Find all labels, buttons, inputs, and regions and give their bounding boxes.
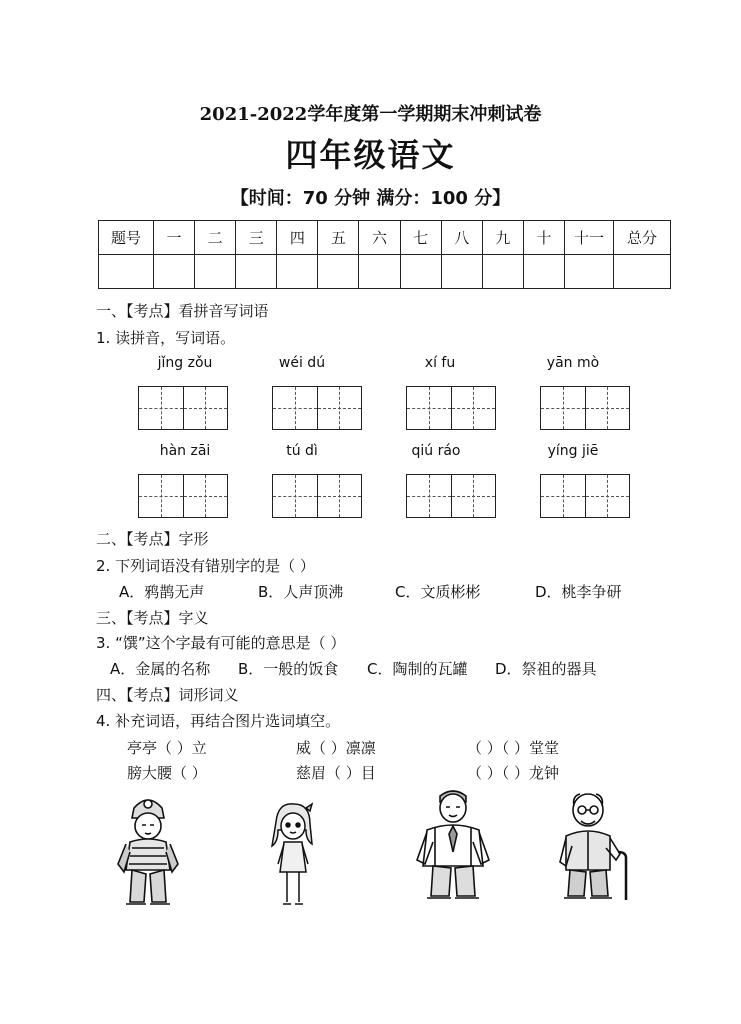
score-header-cell: 一 (154, 221, 195, 255)
score-header-cell: 二 (195, 221, 236, 255)
score-header-cell: 九 (482, 221, 523, 255)
elderly-man-illustration (550, 788, 632, 904)
score-header-cell: 题号 (99, 221, 154, 255)
fill-blank-item[interactable]: 威（ ）凛凛 (296, 739, 376, 757)
time-score-line: 【时间：70 分钟 满分：100 分】 (230, 188, 511, 209)
option-c[interactable]: C．文质彬彬 (395, 583, 481, 601)
score-header-cell: 总分 (614, 221, 671, 255)
score-entry-cell[interactable] (195, 255, 236, 289)
score-entry-cell[interactable] (523, 255, 564, 289)
score-header-cell: 十一 (565, 221, 614, 255)
section4-heading: 四、【考点】词形词义 (96, 686, 239, 704)
score-entry-cell[interactable] (236, 255, 277, 289)
armored-general-illustration (112, 792, 184, 910)
fill-blank-item[interactable]: 慈眉（ ）目 (296, 764, 376, 782)
writing-grid[interactable] (540, 474, 630, 518)
pinyin-label: jǐng zǒu (157, 355, 213, 371)
question1-text: 1. 读拼音，写词语。 (96, 329, 236, 347)
score-table-entry-row (99, 255, 671, 289)
pinyin-label: yíng jiē (547, 443, 599, 459)
score-entry-cell[interactable] (154, 255, 195, 289)
score-header-cell: 五 (318, 221, 359, 255)
score-entry-cell[interactable] (277, 255, 318, 289)
score-table-header-row (99, 221, 671, 255)
option-d[interactable]: D．祭祖的器具 (495, 660, 597, 678)
exam-title: 四年级语文 (285, 136, 456, 174)
writing-grid[interactable] (138, 386, 228, 430)
score-entry-cell[interactable] (482, 255, 523, 289)
fill-blank-item[interactable]: 膀大腰（ ） (127, 764, 207, 782)
exam-subtitle: 2021-2022学年度第一学期期末冲刺试卷 (199, 104, 542, 125)
writing-grid[interactable] (272, 474, 362, 518)
score-table (98, 220, 671, 289)
option-d[interactable]: D．桃李争研 (535, 583, 622, 601)
score-entry-cell[interactable] (441, 255, 482, 289)
pinyin-label: tú dì (286, 443, 318, 459)
score-entry-cell[interactable] (614, 255, 671, 289)
score-header-cell: 三 (236, 221, 277, 255)
score-header-cell: 四 (277, 221, 318, 255)
pinyin-label: yān mò (546, 355, 600, 371)
writing-grid[interactable] (540, 386, 630, 430)
pinyin-label: xí fu (424, 355, 456, 371)
burly-man-illustration (413, 786, 493, 904)
pinyin-label: qiú ráo (411, 443, 461, 459)
question2-text: 2. 下列词语没有错别字的是（ ） (96, 557, 315, 575)
slim-girl-illustration (262, 800, 322, 912)
score-entry-cell[interactable] (565, 255, 614, 289)
score-entry-cell[interactable] (318, 255, 359, 289)
score-header-cell: 七 (400, 221, 441, 255)
option-b[interactable]: B．人声顶沸 (258, 583, 344, 601)
section3-heading: 三、【考点】字义 (96, 609, 209, 627)
score-entry-cell[interactable] (99, 255, 154, 289)
section2-heading: 二、【考点】字形 (96, 530, 209, 548)
section1-heading: 一、【考点】看拼音写词语 (96, 302, 269, 320)
question4-text: 4. 补充词语，再结合图片选词填空。 (96, 712, 341, 730)
pinyin-label: hàn zāi (159, 443, 211, 459)
score-header-cell: 八 (441, 221, 482, 255)
writing-grid[interactable] (406, 386, 496, 430)
writing-grid[interactable] (272, 386, 362, 430)
option-c[interactable]: C．陶制的瓦罐 (367, 660, 468, 678)
pinyin-label: wéi dú (278, 355, 326, 371)
score-header-cell: 十 (523, 221, 564, 255)
score-entry-cell[interactable] (400, 255, 441, 289)
option-b[interactable]: B．一般的饭食 (238, 660, 339, 678)
writing-grid[interactable] (138, 474, 228, 518)
option-a[interactable]: A．金属的名称 (110, 660, 211, 678)
fill-blank-item[interactable]: （ ）（ ）堂堂 (467, 739, 560, 757)
score-header-cell: 六 (359, 221, 400, 255)
score-entry-cell[interactable] (359, 255, 400, 289)
writing-grid[interactable] (406, 474, 496, 518)
question3-text: 3. “馔”这个字最有可能的意思是（ ） (96, 634, 346, 652)
fill-blank-item[interactable]: 亭亭（ ）立 (127, 739, 207, 757)
option-a[interactable]: A．鸦鹊无声 (119, 583, 205, 601)
fill-blank-item[interactable]: （ ）（ ）龙钟 (467, 764, 560, 782)
